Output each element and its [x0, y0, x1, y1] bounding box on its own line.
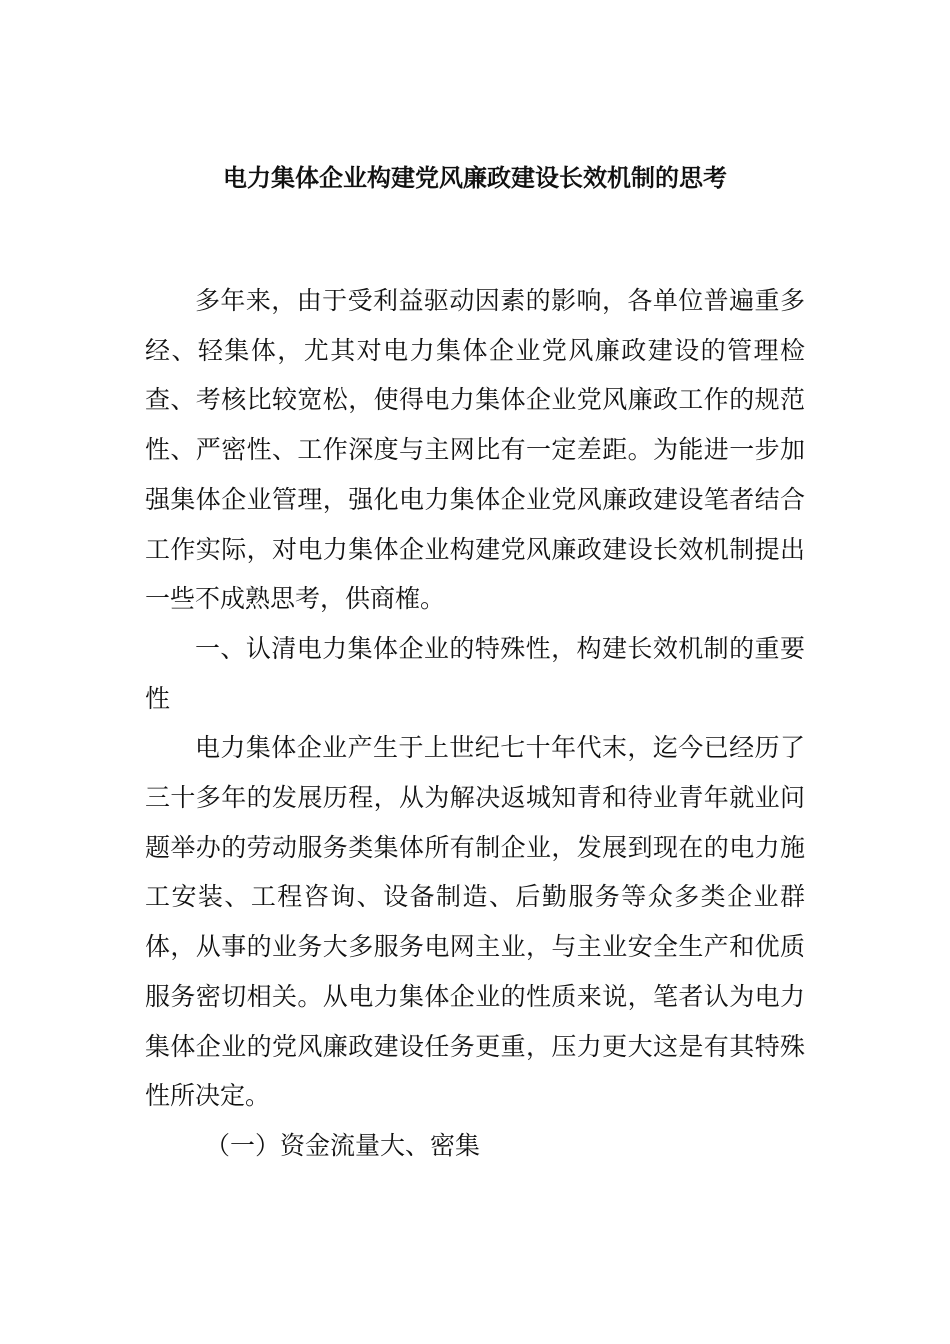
paragraph-section-1: 电力集体企业产生于上世纪七十年代末，迄今已经历了三十多年的发展历程，从为解决返城知青和待业青年就业问题举办的劳动服务类集体所有制企业，发展到现在的电力施工安装、工程咨询、设备制造、后勤服务等众多类企业群体，从事的业务大多服务电网主业，与主业安全生产和优质服务密切相关。从电力集体企业的性质来说，笔者认为电力集体企业的党风廉政建设任务更重，压力更大这是有其特殊性所决定。	[145, 733, 805, 1111]
subsection-heading-1: （一）资金流量大、密集	[205, 1130, 481, 1160]
document-title: 电力集体企业构建党风廉政建设长效机制的思考	[223, 164, 727, 192]
document-body	[145, 276, 805, 1171]
section-heading-1: 一、认清电力集体企业的特殊性，构建长效机制的重要性	[145, 633, 805, 713]
paragraph-intro: 多年来，由于受利益驱动因素的影响，各单位普遍重多经、轻集体，尤其对电力集体企业党风廉政建设的管理检查、考核比较宽松，使得电力集体企业党风廉政工作的规范性、严密性、工作深度与主网比有一定差距。为能进一步加强集体企业管理，强化电力集体企业党风廉政建设笔者结合工作实际，对电力集体企业构建党风廉政建设长效机制提出一些不成熟思考，供商榷。	[145, 286, 805, 614]
